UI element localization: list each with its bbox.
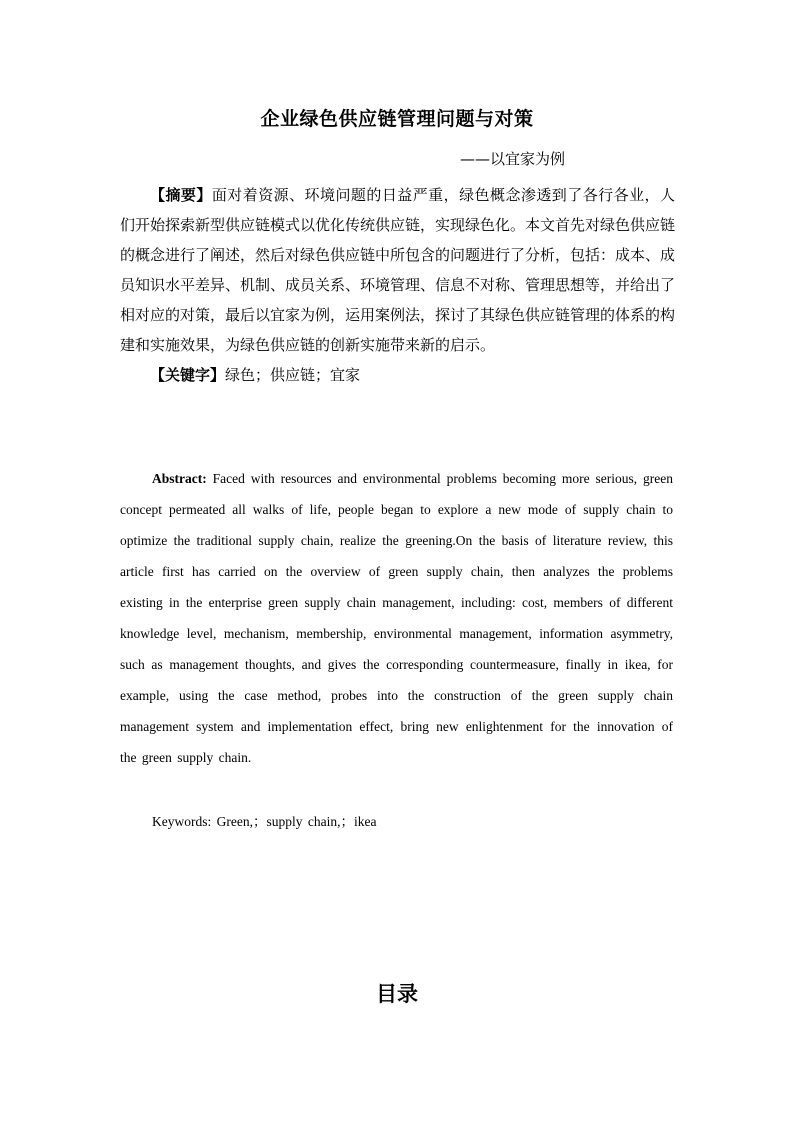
chinese-abstract-label: 【摘要】 [150, 186, 212, 204]
document-subtitle: ——以宜家为例 [460, 150, 566, 168]
english-abstract-section [120, 463, 673, 773]
chinese-abstract-paragraph [120, 180, 675, 360]
chinese-keywords-text: 绿色；供应链；宜家 [225, 366, 361, 384]
english-keywords: Keywords: Green,；supply chain,；ikea [152, 814, 377, 829]
chinese-keywords-paragraph [120, 360, 675, 390]
chinese-keywords-label: 【关键字】 [150, 366, 226, 384]
english-abstract-label: Abstract: [152, 471, 207, 486]
english-abstract-paragraph [120, 463, 673, 773]
chinese-abstract-text: 面对着资源、环境问题的日益严重，绿色概念渗透到了各行各业，人们开始探索新型供应链模式以优化传统供应链，实现绿色化。本文首先对绿色供应链的概念进行了阐述，然后对绿色供应链中所包含的问题进行了分析，包括：成本、成员知识水平差异、机制、成员关系、环境管理、信息不对称、管理思想等，并给出了相对应的对策，最后以宜家为例，运用案例法，探讨了其绿色供应链管理的体系的构建和实施效果，为绿色供应链的创新实施带来新的启示。 [120, 186, 676, 354]
table-of-contents-title: 目录 [376, 981, 418, 1006]
english-abstract-text: Faced with resources and environmental problems becoming more serious, green concept permeated all walks of life, people began to explore a new mode of supply chain to optimize the traditional supply chain, realize the greening.On the basis of literature review, this article first has carried on the overview of green supply chain, then analyzes the problems existing in the enterprise green supply chain management, including: cost, members of different knowledge level, mechanism, membership, environmental management, information asymmetry, such as management thoughts, and gives the corresponding countermeasure, finally in ikea, for example, using the case method, probes into the construction of the green supply chain management system and implementation effect, bring new enlightenment for the innovation of the green supply chain. [120, 471, 674, 765]
document-title: 企业绿色供应链管理问题与对策 [260, 108, 534, 130]
chinese-abstract-section [120, 180, 675, 390]
